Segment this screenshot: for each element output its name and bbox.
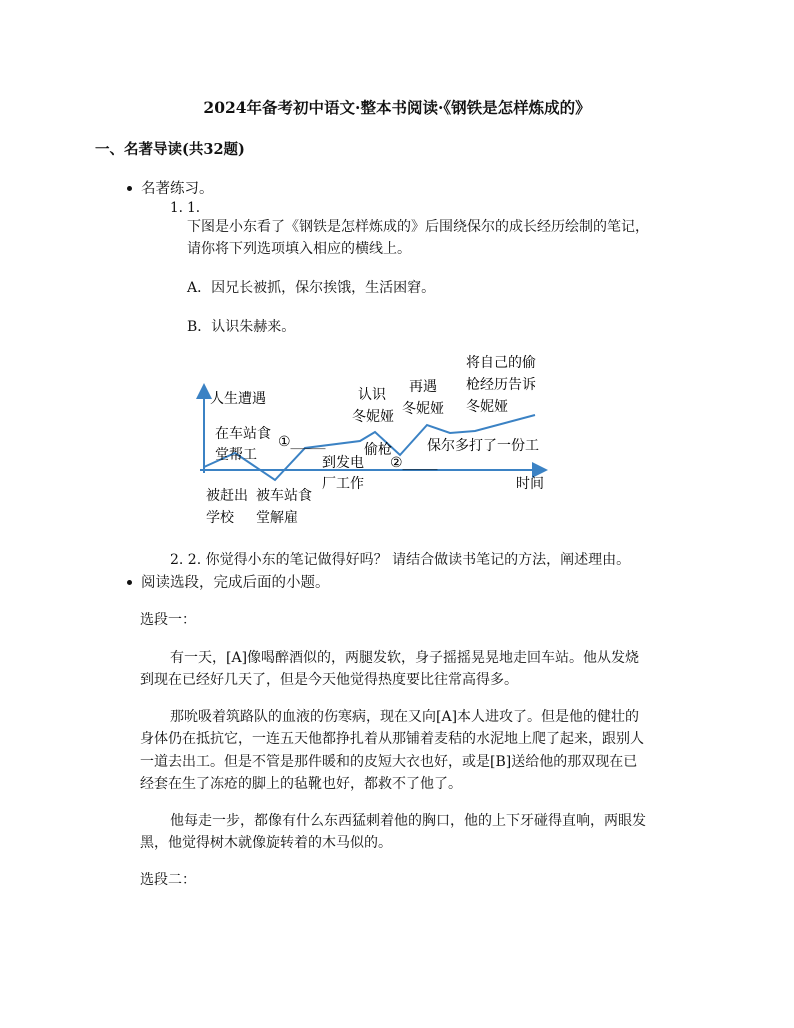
paragraph-1-line-2: 到现在已经好几天了，但是今天他觉得热度要比往常高得多。 [140, 672, 518, 688]
question-2-text: 2. 2. 你觉得小东的笔记做得好吗？ 请结合做读书笔记的方法，阐述理由。 [170, 552, 631, 568]
label-fired-2: 堂解雇 [256, 510, 298, 526]
bullet-dot [127, 186, 132, 191]
y-axis-label: 人生遭遇 [210, 391, 266, 407]
label-canteen-work-2: 堂帮工 [215, 447, 257, 463]
bullet-label: 阅读选段，完成后面的小题。 [141, 575, 330, 591]
bullet-label: 名著练习。 [141, 181, 214, 197]
label-steal-gun: 偷枪 [364, 442, 392, 458]
section-heading: 一、名著导读(共32题) [95, 141, 245, 158]
question-1-number: 1. 1. [170, 200, 201, 216]
label-extra-job: 保尔多打了一份工 [427, 438, 539, 454]
label-fired-1: 被车站食 [256, 488, 312, 504]
paragraph-3-line-2: 黑，他觉得树木就像旋转着的木马似的。 [140, 835, 392, 851]
excerpt-1-label: 选段一： [140, 612, 196, 628]
paragraph-2-line-1: 那吮吸着筑路队的血液的伤寒病，现在又向[A]本人进攻了。但是他的健壮的 [170, 709, 640, 725]
label-power-plant-2: 厂工作 [322, 476, 364, 492]
label-meet-again-2: 冬妮娅 [402, 401, 444, 417]
bullet-item-exercise [127, 177, 214, 198]
paragraph-2-line-3: 一道去出工。但是不管是那件暖和的皮短大衣也好，或是[B]送给他的那双现在已 [140, 754, 638, 770]
label-tell-3: 冬妮娅 [466, 399, 508, 415]
label-blank-1: ①_____ [278, 434, 326, 450]
label-meet-tonya-2: 冬妮娅 [352, 409, 394, 425]
paragraph-2-line-4: 经套在生了冻疮的脚上的毡靴也好，都救不了他了。 [140, 776, 462, 792]
label-tell-1: 将自己的偷 [466, 355, 536, 371]
x-axis-label: 时间 [516, 476, 544, 492]
label-blank-2: ②_____ [390, 455, 438, 471]
option-b: B．认识朱赫来。 [187, 319, 296, 335]
paragraph-3-line-1: 他每走一步，都像有什么东西猛刺着他的胸口，他的上下牙碰得直响，两眼发 [170, 813, 646, 829]
label-meet-tonya-1: 认识 [358, 387, 386, 403]
question-1-line-2: 请你将下列选项填入相应的横线上。 [187, 241, 411, 257]
option-a: A．因兄长被抓，保尔挨饿，生活困窘。 [187, 280, 436, 296]
bullet-dot [127, 580, 132, 585]
label-kicked-out-2: 学校 [206, 510, 234, 526]
excerpt-2-label: 选段二： [140, 872, 196, 888]
label-kicked-out-1: 被赶出 [206, 488, 248, 504]
paragraph-2-line-2: 身体仍在抵抗它，一连五天他都挣扎着从那铺着麦秸的水泥地上爬了起来，跟别人 [140, 731, 644, 747]
page-title: 2024年备考初中语文·整本书阅读·《钢铁是怎样炼成的》 [203, 98, 591, 117]
label-meet-again-1: 再遇 [409, 379, 437, 395]
label-power-plant-1: 到发电 [322, 455, 364, 471]
paragraph-1-line-1: 有一天，[A]像喝醉酒似的，两腿发软，身子摇摇晃晃地走回车站。他从发烧 [170, 650, 640, 666]
label-canteen-work-1: 在车站食 [215, 426, 271, 442]
label-tell-2: 枪经历告诉 [466, 377, 536, 393]
question-1-line-1: 下图是小东看了《钢铁是怎样炼成的》后围绕保尔的成长经历绘制的笔记， [187, 219, 649, 235]
bullet-item-reading [127, 571, 330, 592]
growth-notes-diagram [190, 345, 570, 535]
